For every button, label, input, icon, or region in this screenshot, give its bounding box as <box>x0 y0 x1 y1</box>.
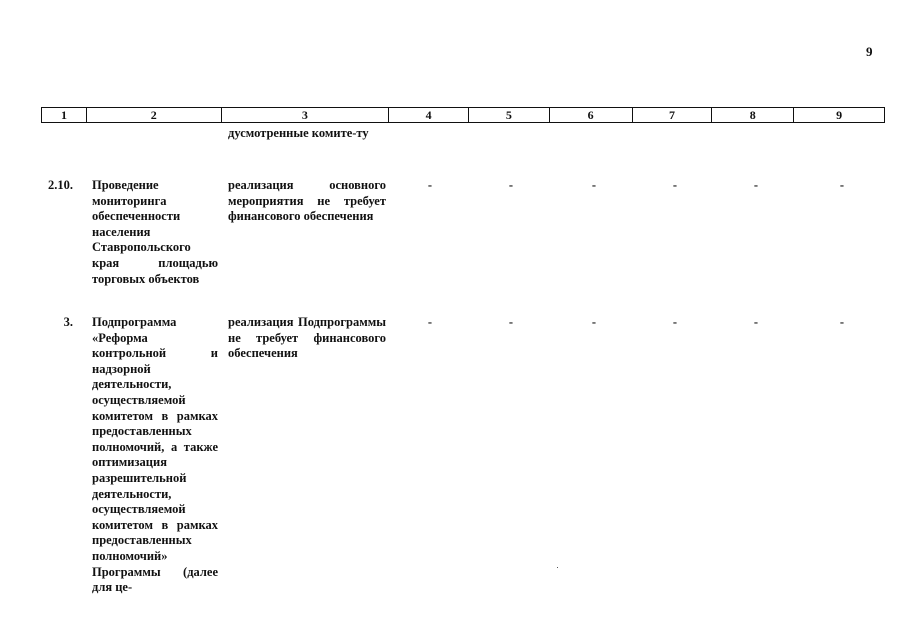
row-value-col-5: - <box>508 178 514 192</box>
continuation-text: дусмотренные комите-ту <box>228 126 369 140</box>
page-number: 9 <box>866 44 873 59</box>
row-number: 2.10. <box>48 178 73 192</box>
row-value-col-9: - <box>839 178 845 192</box>
row-value-col-9: - <box>839 315 845 329</box>
row-value-col-6: - <box>591 178 597 192</box>
table-header-row <box>41 107 885 123</box>
row-value-col-7: - <box>672 315 678 329</box>
header-col-1: 1 <box>42 108 87 122</box>
header-col-8: 8 <box>712 108 794 122</box>
scan-speck <box>557 567 558 568</box>
row-number: 3. <box>63 315 73 329</box>
header-col-7: 7 <box>633 108 713 122</box>
header-col-9: 9 <box>836 108 843 122</box>
row-value-col-5: - <box>508 315 514 329</box>
header-col-6: 6 <box>550 108 633 122</box>
header-col-3: 3 <box>222 108 390 122</box>
header-col-5: 5 <box>469 108 550 122</box>
row-description: реализация основного мероприятия не требует финансового обеспечения <box>228 178 386 224</box>
row-name: Проведение мониторинга обеспеченности населения Ставропольского края площадью торговых объектов <box>92 178 218 286</box>
row-name: Подпрограмма «Реформа контрольной и надзорной деятельности, осуществляемой комитетом в рамках предоставленных полномочий, а также оптимизация разрешительной деятельности, осуществляемой комитетом в рамках предоставленных полномочий» Программы (далее для це- <box>92 315 218 595</box>
row-value-col-4: - <box>427 315 433 329</box>
row-value-col-7: - <box>672 178 678 192</box>
header-col-2: 2 <box>87 108 222 122</box>
row-description: реализация Подпрограммы не требует финансового обеспечения <box>228 315 386 361</box>
row-value-col-8: - <box>753 315 759 329</box>
row-value-col-4: - <box>427 178 433 192</box>
header-col-4: 4 <box>389 108 469 122</box>
row-value-col-6: - <box>591 315 597 329</box>
row-value-col-8: - <box>753 178 759 192</box>
